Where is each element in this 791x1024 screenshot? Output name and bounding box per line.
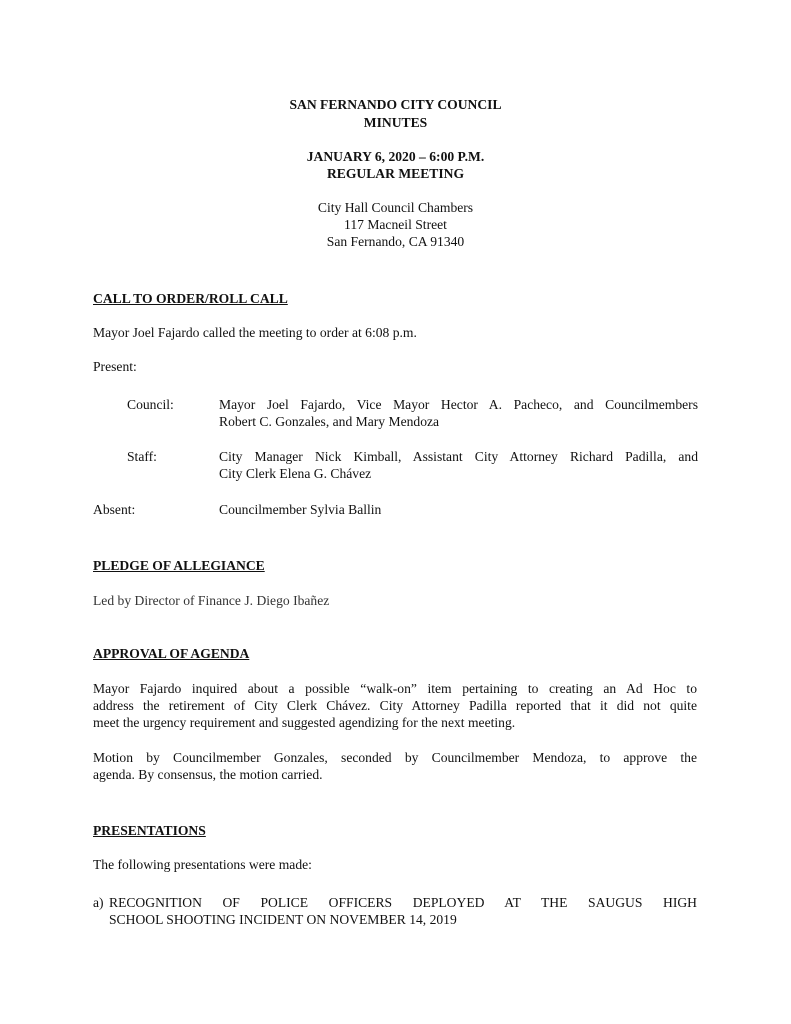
agenda-p1-line-1: Mayor Fajardo inquired about a possible “walk-on” item pertaining to creating an Ad Hoc to bbox=[93, 681, 697, 696]
presentation-item-line-2: SCHOOL SHOOTING INCIDENT ON NOVEMBER 14, 2019 bbox=[109, 912, 457, 927]
address-line-3: San Fernando, CA 91340 bbox=[326, 234, 465, 249]
council-members bbox=[219, 396, 698, 430]
absent-value: Councilmember Sylvia Ballin bbox=[219, 502, 382, 517]
meeting-date-time: JANUARY 6, 2020 – 6:00 P.M. bbox=[306, 149, 485, 164]
staff-members bbox=[219, 448, 698, 482]
presentations-heading: PRESENTATIONS bbox=[93, 823, 206, 838]
presentations-intro: The following presentations were made: bbox=[93, 857, 312, 872]
pledge-text: Led by Director of Finance J. Diego Ibañez bbox=[93, 593, 330, 608]
agenda-paragraph-1 bbox=[93, 680, 697, 731]
present-label: Present: bbox=[93, 359, 137, 374]
staff-line-2: City Clerk Elena G. Chávez bbox=[219, 466, 372, 481]
pledge-heading: PLEDGE OF ALLEGIANCE bbox=[93, 558, 265, 573]
agenda-p1-line-3: meet the urgency requirement and suggested agendizing for the next meeting. bbox=[93, 715, 516, 730]
address-line-2: 117 Macneil Street bbox=[344, 217, 447, 232]
org-title: SAN FERNANDO CITY COUNCIL bbox=[289, 97, 502, 112]
agenda-p2-line-2: agenda. By consensus, the motion carried. bbox=[93, 767, 323, 782]
meeting-type: REGULAR MEETING bbox=[326, 166, 465, 181]
agenda-p1-line-2: address the retirement of City Clerk Chávez. City Attorney Padilla reported that it did not quite bbox=[93, 698, 697, 713]
council-line-2: Robert C. Gonzales, and Mary Mendoza bbox=[219, 414, 440, 429]
presentation-item-text bbox=[109, 894, 697, 928]
call-to-order-heading: CALL TO ORDER/ROLL CALL bbox=[93, 291, 288, 306]
agenda-paragraph-2 bbox=[93, 749, 697, 783]
presentation-item-line-1: RECOGNITION OF POLICE OFFICERS DEPLOYED AT THE SAUGUS HIGH bbox=[109, 895, 697, 910]
council-line-1: Mayor Joel Fajardo, Vice Mayor Hector A. Pacheco, and Councilmembers bbox=[219, 397, 698, 412]
doc-type: MINUTES bbox=[363, 115, 428, 130]
agenda-p2-line-1: Motion by Councilmember Gonzales, seconded by Councilmember Mendoza, to approve the bbox=[93, 750, 697, 765]
staff-label: Staff: bbox=[127, 449, 157, 464]
council-label: Council: bbox=[127, 397, 174, 412]
absent-label: Absent: bbox=[93, 502, 136, 517]
call-to-order-text: Mayor Joel Fajardo called the meeting to order at 6:08 p.m. bbox=[93, 325, 417, 340]
staff-line-1: City Manager Nick Kimball, Assistant City Attorney Richard Padilla, and bbox=[219, 449, 698, 464]
agenda-heading: APPROVAL OF AGENDA bbox=[93, 646, 250, 661]
presentation-item-marker: a) bbox=[93, 895, 104, 910]
address-line-1: City Hall Council Chambers bbox=[317, 200, 474, 215]
